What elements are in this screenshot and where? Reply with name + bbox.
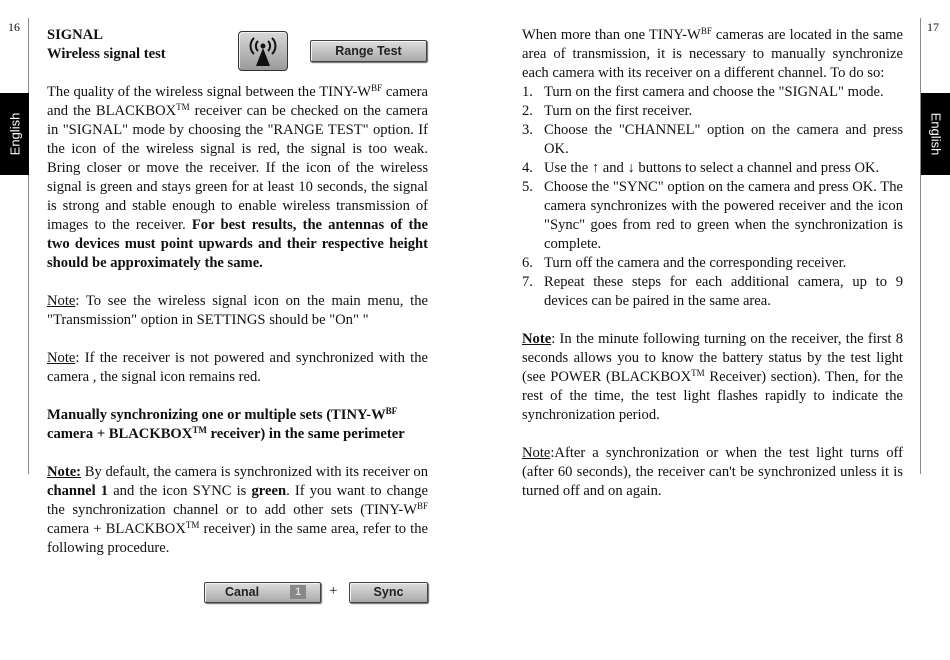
- note-after-sync: Note:After a synchronization or when the test light turns off (after 60 seconds), the receiver can't be synchronized unless it is turned off and on again.: [522, 445, 903, 499]
- margin-rule-right: [920, 18, 921, 474]
- list-item: 2. Turn on the first receiver.: [522, 103, 693, 119]
- list-item: 5. Choose the "SYNC" option on the camera and press OK. The camera synchronizes with the powered receiver and the icon "Sync" goes from red to green when the synchronization is complete.: [522, 179, 903, 252]
- left-column: [47, 26, 428, 558]
- language-tab-label: English: [928, 112, 943, 156]
- intro-paragraph: When more than one TINY-$W^{BF}$ cameras are located in the same area of transmission, it is necessary to manually synchronize each camera with its receiver on a different channel. To do so:: [522, 26, 903, 81]
- list-item: 1. Turn on the first camera and choose the "SIGNAL" mode.: [522, 84, 884, 100]
- signal-paragraph: The quality of the wireless signal between the TINY-$W^{BF}$ camera and the BLACKBOX™ receiver can be checked on the camera in "SIGNAL" mode by choosing the "RANGE TEST" option. If the icon of the wireless signal is red, the signal is too weak. Bring closer or move the receiver. If the icon of the wireless signal is green and stays green for at least 10 seconds, the signal is strong and stable enough to enable wireless transmission of images to the receiver. For best results, the antennas of the two devices must point upwards and their respective height should be approximately the same.: [47, 83, 429, 271]
- section-subheading: Wireless signal test: [47, 46, 166, 62]
- note-receiver: Note: If the receiver is not powered and synchronized with the camera , the signal icon remains red.: [47, 350, 428, 385]
- canal-button: Canal 1: [204, 582, 321, 603]
- page-number-right: 17: [927, 20, 939, 34]
- note-transmission: Note: To see the wireless signal icon on the main menu, the "Transmission" option in SETTINGS should be "On" ": [47, 293, 428, 328]
- page-number-left: 16: [8, 20, 20, 34]
- sync-button: Sync: [349, 582, 428, 603]
- language-tab-label: English: [7, 112, 22, 156]
- list-item: 4. Use the ↑ and ↓ buttons to select a channel and press OK.: [522, 160, 880, 176]
- language-tab-right: [921, 93, 950, 175]
- note-battery-status: Note: In the minute following turning on the receiver, the first 8 seconds allows you to know the battery status by the test light (see POWER (BLACKBOX™ Receiver) section). Then, for the rest of the time, the test light flashes rapidly to indicate the synchronization period.: [522, 331, 903, 423]
- margin-rule-left: [28, 18, 29, 474]
- list-item: 3. Choose the "CHANNEL" option on the camera and press OK.: [522, 122, 903, 157]
- list-item: 7. Repeat these steps for each additional camera, up to 9 devices can be paired in the same area.: [522, 274, 903, 309]
- list-item: 6. Turn off the camera and the corresponding receiver.: [522, 255, 847, 271]
- plus-sign: +: [329, 583, 338, 599]
- sync-heading: Manually synchronizing one or multiple sets ($TINY-W^{BF}$ camera + BLACKBOX™ receiver) in the same perimeter: [47, 406, 405, 442]
- language-tab-left: [0, 93, 29, 175]
- section-heading: SIGNAL: [47, 27, 103, 43]
- steps-list: [522, 83, 903, 311]
- note-default-channel: Note: By default, the camera is synchronized with its receiver on channel 1 and the icon SYNC is green. If you want to change the synchronization channel or to add other sets ($TINY-W^{BF}$ camera + BLACKBOX™ receiver) in the same area, refer to the following procedure.: [47, 464, 428, 556]
- range-test-button: Range Test: [310, 40, 427, 62]
- right-column: [522, 26, 903, 501]
- channel-number: 1: [290, 585, 306, 599]
